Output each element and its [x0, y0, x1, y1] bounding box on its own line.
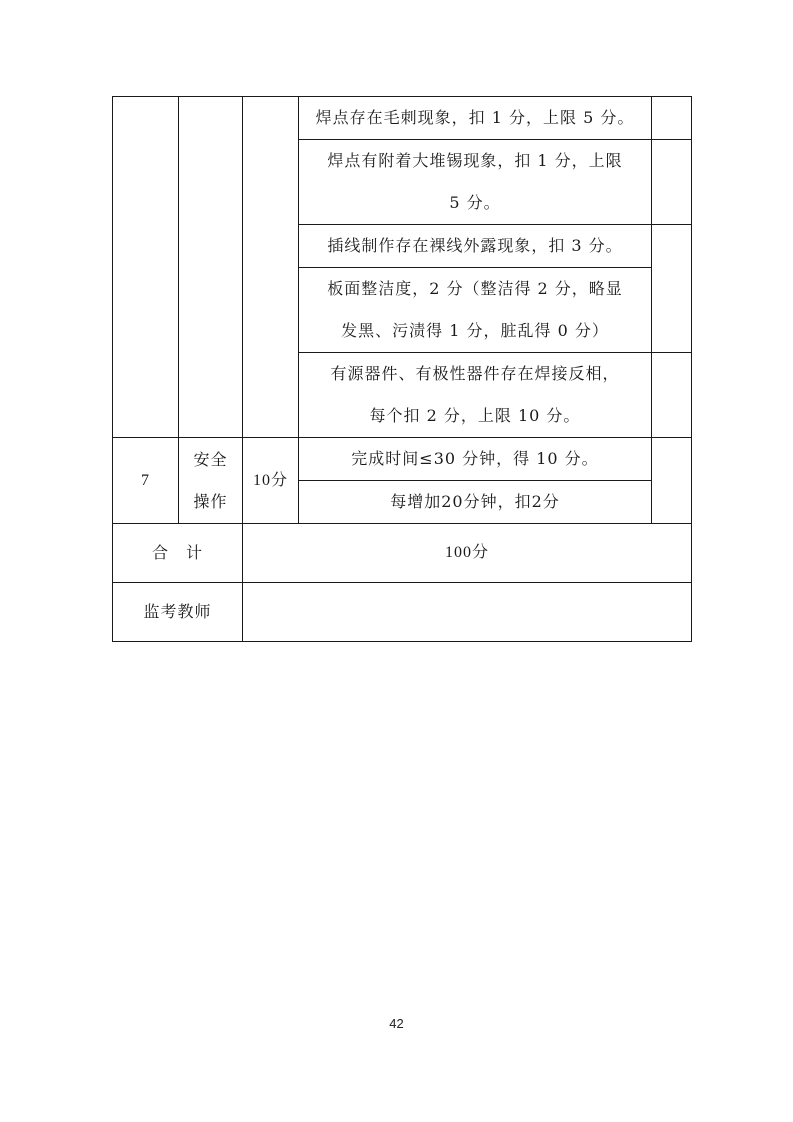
scoring-table	[112, 96, 692, 642]
criteria-cell	[299, 140, 652, 225]
item-name	[179, 438, 243, 524]
points-cell-continued	[243, 97, 299, 438]
criteria-text-line: 板面整洁度，2 分（整洁得 2 分，略显	[327, 279, 623, 298]
criteria-text-line: 5 分。	[449, 193, 501, 212]
criteria-text: 焊点存在毛刺现象，扣 1 分，上限 5 分。	[315, 108, 635, 127]
total-label: 合 计	[113, 524, 243, 583]
criteria-cell	[299, 268, 652, 353]
criteria-cell	[299, 353, 652, 438]
number-cell-continued	[113, 97, 179, 438]
table-row	[113, 438, 692, 481]
score-cell	[652, 438, 692, 524]
name-cell-continued	[179, 97, 243, 438]
criteria-text-line: 焊点有附着大堆锡现象，扣 1 分，上限	[327, 151, 623, 170]
score-cell	[652, 97, 692, 140]
criteria-cell	[299, 97, 652, 140]
criteria-text-line: 每个扣 2 分，上限 10 分。	[369, 406, 581, 425]
criteria-text: 插线制作存在裸线外露现象，扣 3 分。	[327, 236, 623, 255]
criteria-cell	[299, 438, 652, 481]
item-name-line: 操作	[193, 491, 228, 511]
criteria-cell	[299, 481, 652, 524]
item-number: 7	[113, 438, 179, 524]
item-name-line: 安全	[193, 449, 228, 469]
score-cell	[652, 353, 692, 438]
total-row	[113, 524, 692, 583]
supervisor-label: 监考教师	[113, 583, 243, 642]
total-value: 100分	[243, 524, 692, 583]
criteria-text-line: 有源器件、有极性器件存在焊接反相，	[330, 364, 620, 383]
supervisor-row	[113, 583, 692, 642]
criteria-text: 完成时间≤30 分钟，得 10 分。	[351, 449, 599, 468]
criteria-text: 每增加20分钟，扣2分	[390, 492, 560, 511]
criteria-cell	[299, 225, 652, 268]
supervisor-signature-field[interactable]	[243, 583, 692, 642]
score-cell	[652, 140, 692, 225]
score-cell	[652, 225, 692, 353]
page-number: 42	[389, 1016, 404, 1031]
table-row	[113, 97, 692, 140]
criteria-text-line: 发黑、污渍得 1 分，脏乱得 0 分）	[341, 321, 609, 340]
item-points: 10分	[243, 438, 299, 524]
